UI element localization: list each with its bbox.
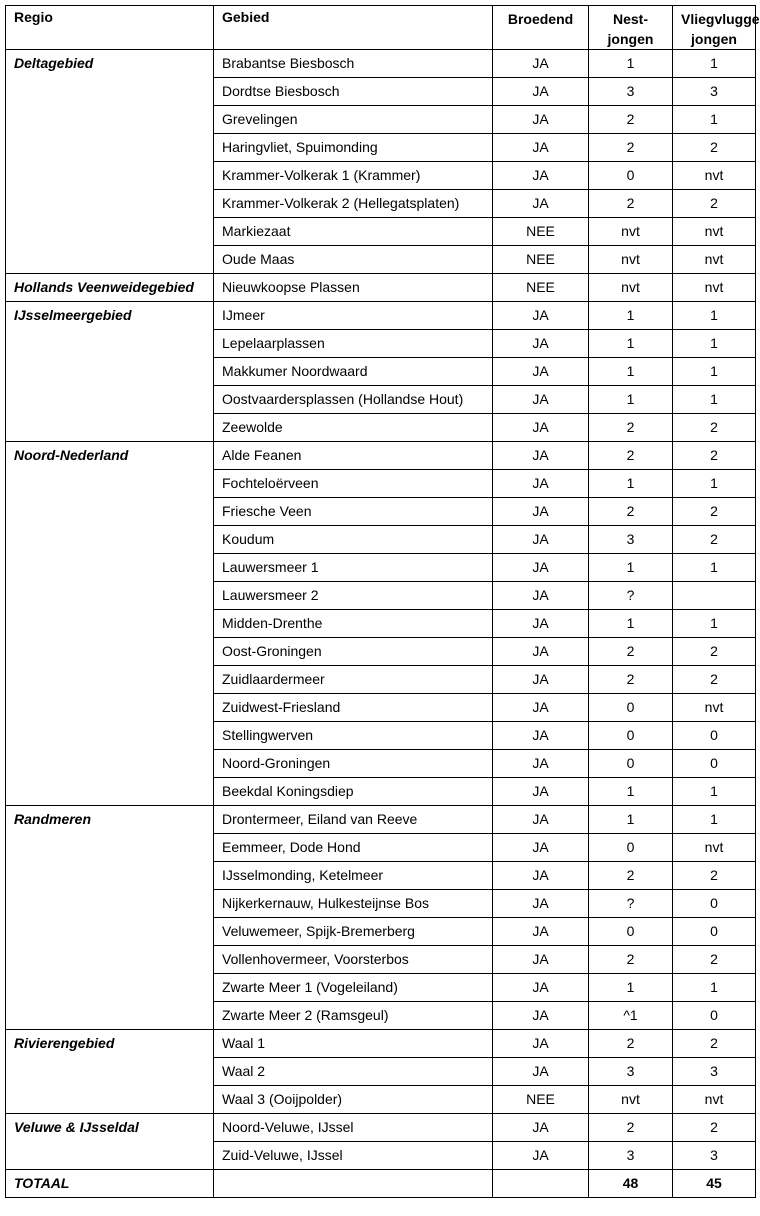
nestjongen-cell: 2: [589, 134, 673, 162]
gebied-cell: Nieuwkoopse Plassen: [214, 274, 493, 302]
gebied-cell: Koudum: [214, 526, 493, 554]
broedend-cell: JA: [493, 414, 589, 442]
broedend-cell: JA: [493, 918, 589, 946]
vliegvlugge-cell: 2: [673, 134, 756, 162]
table-row: [6, 442, 756, 470]
total-broedend-empty: [493, 1170, 589, 1198]
nestjongen-cell: 0: [589, 694, 673, 722]
broedend-cell: JA: [493, 386, 589, 414]
vliegvlugge-cell: 1: [673, 330, 756, 358]
nestjongen-cell: 3: [589, 78, 673, 106]
vliegvlugge-cell: 3: [673, 1058, 756, 1086]
broedend-cell: JA: [493, 1142, 589, 1170]
vliegvlugge-cell: 2: [673, 666, 756, 694]
nestjongen-cell: ?: [589, 582, 673, 610]
vliegvlugge-cell: 2: [673, 946, 756, 974]
header-nestjongen-line1: Nest-: [612, 11, 648, 27]
gebied-cell: Brabantse Biesbosch: [214, 50, 493, 78]
broedend-cell: JA: [493, 470, 589, 498]
broedend-cell: JA: [493, 1030, 589, 1058]
broedend-cell: JA: [493, 554, 589, 582]
nestjongen-cell: 3: [589, 1142, 673, 1170]
gebied-cell: Lauwersmeer 2: [214, 582, 493, 610]
table-row: [6, 302, 756, 330]
gebied-cell: Krammer-Volkerak 1 (Krammer): [214, 162, 493, 190]
vliegvlugge-cell: 3: [673, 78, 756, 106]
gebied-cell: Vollenhovermeer, Voorsterbos: [214, 946, 493, 974]
vliegvlugge-cell: 1: [673, 386, 756, 414]
broedend-cell: JA: [493, 1114, 589, 1142]
gebied-cell: Grevelingen: [214, 106, 493, 134]
nestjongen-cell: 1: [589, 330, 673, 358]
broedend-cell: JA: [493, 638, 589, 666]
broedend-cell: JA: [493, 946, 589, 974]
broedend-cell: JA: [493, 134, 589, 162]
header-nestjongen-line2: jongen: [607, 31, 654, 47]
broedend-cell: JA: [493, 806, 589, 834]
vliegvlugge-cell: [673, 582, 756, 610]
nestjongen-cell: 0: [589, 722, 673, 750]
broedend-cell: JA: [493, 526, 589, 554]
gebied-cell: Waal 2: [214, 1058, 493, 1086]
header-vliegvlugge: [673, 6, 760, 50]
gebied-cell: Markiezaat: [214, 218, 493, 246]
total-label: TOTAAL: [6, 1170, 214, 1198]
broedend-cell: JA: [493, 834, 589, 862]
vliegvlugge-cell: 1: [673, 974, 756, 1002]
nestjongen-cell: 3: [589, 526, 673, 554]
nestjongen-cell: 2: [589, 1114, 673, 1142]
nestjongen-cell: nvt: [589, 274, 673, 302]
vliegvlugge-cell: 0: [673, 750, 756, 778]
vliegvlugge-cell: 0: [673, 890, 756, 918]
nestjongen-cell: 1: [589, 974, 673, 1002]
table-row: [6, 806, 756, 834]
gebied-cell: Fochteloërveen: [214, 470, 493, 498]
broedend-cell: JA: [493, 862, 589, 890]
gebied-cell: Stellingwerven: [214, 722, 493, 750]
nestjongen-cell: 2: [589, 666, 673, 694]
nestjongen-cell: 2: [589, 862, 673, 890]
gebied-cell: Zuidwest-Friesland: [214, 694, 493, 722]
broedend-cell: NEE: [493, 218, 589, 246]
gebied-cell: Makkumer Noordwaard: [214, 358, 493, 386]
total-vliegvlugge: 45: [673, 1170, 756, 1198]
vliegvlugge-cell: 1: [673, 554, 756, 582]
region-cell: IJsselmeergebied: [6, 302, 214, 442]
nestjongen-cell: 2: [589, 498, 673, 526]
vliegvlugge-cell: 1: [673, 358, 756, 386]
gebied-cell: Waal 3 (Ooijpolder): [214, 1086, 493, 1114]
vliegvlugge-cell: 1: [673, 50, 756, 78]
gebied-cell: Oost-Groningen: [214, 638, 493, 666]
vliegvlugge-cell: 2: [673, 498, 756, 526]
region-cell: Deltagebied: [6, 50, 214, 274]
gebied-cell: Zuidlaardermeer: [214, 666, 493, 694]
vliegvlugge-cell: 1: [673, 610, 756, 638]
nestjongen-cell: 2: [589, 1030, 673, 1058]
vliegvlugge-cell: nvt: [673, 218, 756, 246]
vliegvlugge-cell: nvt: [673, 834, 756, 862]
nestjongen-cell: 2: [589, 190, 673, 218]
nestjongen-cell: 2: [589, 946, 673, 974]
gebied-cell: IJmeer: [214, 302, 493, 330]
nestjongen-cell: 3: [589, 1058, 673, 1086]
vliegvlugge-cell: nvt: [673, 246, 756, 274]
vliegvlugge-cell: nvt: [673, 694, 756, 722]
gebied-cell: Noord-Groningen: [214, 750, 493, 778]
nestjongen-cell: nvt: [589, 218, 673, 246]
nestjongen-cell: 1: [589, 470, 673, 498]
broedend-cell: JA: [493, 358, 589, 386]
broedend-cell: NEE: [493, 246, 589, 274]
total-nestjongen: 48: [589, 1170, 673, 1198]
vliegvlugge-cell: 1: [673, 778, 756, 806]
table-body: [6, 50, 756, 1198]
table-row: [6, 1030, 756, 1058]
vliegvlugge-cell: nvt: [673, 1086, 756, 1114]
gebied-cell: Krammer-Volkerak 2 (Hellegatsplaten): [214, 190, 493, 218]
broedend-cell: JA: [493, 1058, 589, 1086]
total-row: [6, 1170, 756, 1198]
nestjongen-cell: 2: [589, 442, 673, 470]
nestjongen-cell: 1: [589, 386, 673, 414]
broedend-cell: JA: [493, 750, 589, 778]
gebied-cell: Zuid-Veluwe, IJssel: [214, 1142, 493, 1170]
vliegvlugge-cell: 1: [673, 302, 756, 330]
nestjongen-cell: 0: [589, 834, 673, 862]
total-gebied-empty: [214, 1170, 493, 1198]
gebied-cell: Friesche Veen: [214, 498, 493, 526]
nestjongen-cell: 0: [589, 162, 673, 190]
region-cell: Noord-Nederland: [6, 442, 214, 806]
broedend-cell: JA: [493, 498, 589, 526]
vliegvlugge-cell: 2: [673, 190, 756, 218]
nestjongen-cell: 1: [589, 778, 673, 806]
broedend-cell: JA: [493, 778, 589, 806]
broedend-cell: JA: [493, 890, 589, 918]
broedend-cell: NEE: [493, 274, 589, 302]
region-cell: Hollands Veenweidegebied: [6, 274, 214, 302]
nestjongen-cell: nvt: [589, 246, 673, 274]
broedend-cell: JA: [493, 106, 589, 134]
vliegvlugge-cell: 3: [673, 1142, 756, 1170]
broedend-cell: JA: [493, 666, 589, 694]
gebied-cell: Lauwersmeer 1: [214, 554, 493, 582]
vliegvlugge-cell: 2: [673, 1114, 756, 1142]
gebied-cell: Zwarte Meer 2 (Ramsgeul): [214, 1002, 493, 1030]
broedend-cell: JA: [493, 582, 589, 610]
gebied-cell: Noord-Veluwe, IJssel: [214, 1114, 493, 1142]
nestjongen-cell: ?: [589, 890, 673, 918]
broedend-cell: JA: [493, 974, 589, 1002]
gebied-cell: Nijkerkernauw, Hulkesteijnse Bos: [214, 890, 493, 918]
gebied-cell: Drontermeer, Eiland van Reeve: [214, 806, 493, 834]
gebied-cell: Zwarte Meer 1 (Vogeleiland): [214, 974, 493, 1002]
gebied-cell: Dordtse Biesbosch: [214, 78, 493, 106]
nestjongen-cell: 1: [589, 358, 673, 386]
gebied-cell: Waal 1: [214, 1030, 493, 1058]
nestjongen-cell: 1: [589, 302, 673, 330]
broedend-cell: JA: [493, 610, 589, 638]
vliegvlugge-cell: 0: [673, 918, 756, 946]
nestjongen-cell: ^1: [589, 1002, 673, 1030]
vliegvlugge-cell: 2: [673, 414, 756, 442]
vliegvlugge-cell: 1: [673, 806, 756, 834]
gebied-cell: IJsselmonding, Ketelmeer: [214, 862, 493, 890]
vliegvlugge-cell: 1: [673, 470, 756, 498]
nestjongen-cell: 1: [589, 50, 673, 78]
table-row: [6, 1114, 756, 1142]
nestjongen-cell: 1: [589, 610, 673, 638]
nestjongen-cell: 1: [589, 554, 673, 582]
broedend-cell: JA: [493, 50, 589, 78]
gebied-cell: Eemmeer, Dode Hond: [214, 834, 493, 862]
header-broedend: Broedend: [493, 6, 589, 50]
gebied-cell: Veluwemeer, Spijk-Bremerberg: [214, 918, 493, 946]
nestjongen-cell: 0: [589, 918, 673, 946]
gebied-cell: Haringvliet, Spuimonding: [214, 134, 493, 162]
vliegvlugge-cell: 2: [673, 442, 756, 470]
broedend-cell: NEE: [493, 1086, 589, 1114]
header-nestjongen: [589, 6, 673, 50]
vliegvlugge-cell: 2: [673, 526, 756, 554]
broedend-cell: JA: [493, 694, 589, 722]
gebied-cell: Alde Feanen: [214, 442, 493, 470]
broedend-cell: JA: [493, 1002, 589, 1030]
gebied-cell: Zeewolde: [214, 414, 493, 442]
vliegvlugge-cell: 0: [673, 722, 756, 750]
broedend-cell: JA: [493, 442, 589, 470]
vliegvlugge-cell: 1: [673, 106, 756, 134]
gebied-cell: Midden-Drenthe: [214, 610, 493, 638]
vliegvlugge-cell: nvt: [673, 162, 756, 190]
vliegvlugge-cell: nvt: [673, 274, 756, 302]
header-gebied: Gebied: [214, 6, 493, 50]
nestjongen-cell: 0: [589, 750, 673, 778]
header-regio: Regio: [6, 6, 214, 50]
table-row: [6, 274, 756, 302]
header-vliegvlugge-line1: Vliegvlugge: [681, 11, 760, 27]
nestjongen-cell: 2: [589, 106, 673, 134]
vliegvlugge-cell: 2: [673, 1030, 756, 1058]
nestjongen-cell: 1: [589, 806, 673, 834]
broedend-cell: JA: [493, 162, 589, 190]
broedend-cell: JA: [493, 78, 589, 106]
gebied-cell: Oostvaardersplassen (Hollandse Hout): [214, 386, 493, 414]
table-row: [6, 50, 756, 78]
vliegvlugge-cell: 2: [673, 862, 756, 890]
header-vliegvlugge-line2: jongen: [691, 31, 737, 47]
broedend-cell: JA: [493, 330, 589, 358]
header-row: [6, 6, 756, 50]
broedend-cell: JA: [493, 302, 589, 330]
vliegvlugge-cell: 2: [673, 638, 756, 666]
gebied-cell: Lepelaarplassen: [214, 330, 493, 358]
broedend-cell: JA: [493, 190, 589, 218]
region-cell: Randmeren: [6, 806, 214, 1030]
nestjongen-cell: 2: [589, 638, 673, 666]
vliegvlugge-cell: 0: [673, 1002, 756, 1030]
breeding-results-table: [5, 5, 760, 1198]
nestjongen-cell: nvt: [589, 1086, 673, 1114]
region-cell: Rivierengebied: [6, 1030, 214, 1114]
gebied-cell: Oude Maas: [214, 246, 493, 274]
nestjongen-cell: 2: [589, 414, 673, 442]
region-cell: Veluwe & IJsseldal: [6, 1114, 214, 1170]
broedend-cell: JA: [493, 722, 589, 750]
gebied-cell: Beekdal Koningsdiep: [214, 778, 493, 806]
